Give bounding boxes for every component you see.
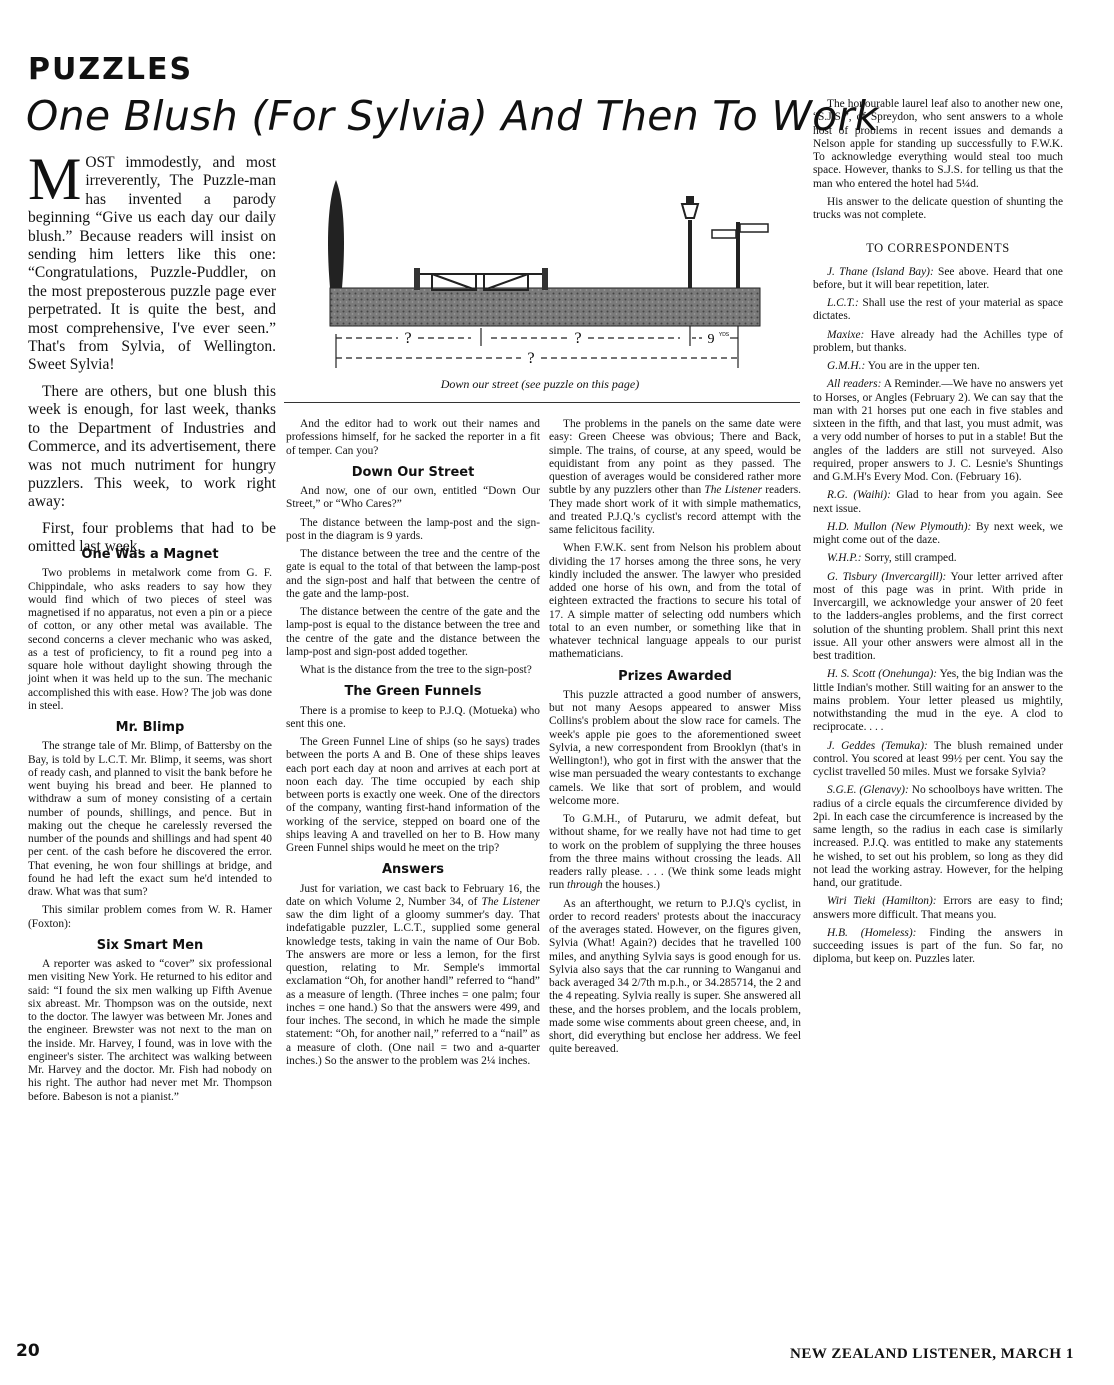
correspondent-reply: Yes, the big Indian was the little Indian's mother. Still waiting for an answer to the mains problem. Your letter pleased us mightily, notwithstanding the mud in the eye. A clod to reciprocate. . . .: [813, 668, 1063, 734]
correspondents-list: [813, 266, 1063, 967]
intro-text-1: OST immodestly, and most irreverently, The Puzzle-man has invented a parody beginning “Give us each day our daily blush.” Because readers will insist on sending him letters like this one: “Congratulations, Puzzle-Puddler, on the most preposterous puzzle page ever perpetrated. It is quite the best, and most comprehensive, I've ever seen.” That's from Sylvia, of Wellington. Sweet Sylvia!: [28, 154, 276, 374]
distance-label-2: ?: [574, 330, 582, 347]
correspondent-name: Wiri Tieki (Hamilton):: [827, 895, 937, 908]
intro-column: [28, 146, 276, 565]
sign-post-icon: [712, 222, 768, 288]
funnels-paragraph-1: There is a promise to keep to P.J.Q. (Motueka) who sent this one.: [286, 704, 540, 730]
six-men-paragraph: A reporter was asked to “cover” six professional men visiting New York. He returned to his editor and said: “I found the six men walking up Fifth Avenue six abreast. Mr. Thompson was on the outside, next to the doctor. The lawyer was between Mr. Jones and the engineer. Brewster was not next to the man on the inside. Mr. Harvey, I found, was in love with the engineer's sister. The architect was walking between Mr. Harvey and the doctor. Mr. Fish had nobody on his right. The author had never met Mr. Thompson before. Babeson is not a pianist.”: [28, 958, 272, 1103]
intro-paragraph-2: There are others, but one blush this week is enough, for last week, thanks to the Department of Industries and Commerce, and its advertisement, there was not much nutriment for hungry puzzlers. This week, to work right away:: [28, 382, 276, 511]
correspondent-item: [813, 927, 1063, 967]
correspondent-item: [813, 521, 1063, 548]
correspondent-reply: Finding the answers in succeeding issues is part of the fun. So far, no diploma, but keep on. Puzzles later.: [813, 926, 1063, 966]
street-paragraph-1: And now, one of our own, entitled “Down Our Street,” or “Who Cares?”: [286, 485, 540, 511]
answers-publication-title: The Listener: [481, 895, 540, 908]
street-ground: [330, 288, 760, 326]
gmh-paragraph: [549, 813, 801, 893]
column-4: [813, 98, 1063, 972]
gmh-text-b: the houses.): [602, 879, 660, 892]
intro-paragraph-3: First, four problems that had to be omitted last week.: [28, 519, 276, 556]
correspondent-reply: Sorry, still cramped.: [861, 552, 957, 565]
street-paragraph-4: The distance between the centre of the gate and the lamp-post is equal to the distance between the tree and the centre of the gate and the distance between the lamp-post and sign-post added together.: [286, 606, 540, 658]
laurel-paragraph: The honourable laurel leaf also to another new one, “S.J.S.”, of Spreydon, who sent answers to a whole host of problems in recent issues and demands a Nelson apple for standing up successfully to F.W.K. To acknowledge everything would steal too much space. However, thanks to S.J.S. for telling us that the man who entered the hotel had 5¼d.: [813, 98, 1063, 190]
page-headline: One Blush (For Sylvia) And Then To Work: [26, 92, 879, 140]
shunting-paragraph: His answer to the delicate question of shunting the trucks was not complete.: [813, 195, 1063, 221]
heading-six-smart-men: Six Smart Men: [96, 937, 204, 953]
heading-green-funnels: The Green Funnels: [344, 684, 482, 700]
editor-paragraph: And the editor had to work out their names and professions himself, for he sacked the reporter in a fit of temper. Can you?: [286, 418, 540, 457]
gmh-text-a: To G.M.H., of Putaruru, we admit defeat, but without shame, for we really have not had time to get to work on the problem of supplying the three houses from the three mains without crossing the leads. All readers rally please. . . . (We think some leads might run: [549, 813, 801, 892]
answers-text-a: Just for variation, we cast back to February 16, the date on which Volume 2, Number 34, of: [286, 882, 540, 908]
correspondent-name: H.D. Mullon (New Plymouth):: [827, 520, 972, 533]
heading-to-correspondents: TO CORRESPONDENTS: [866, 241, 1010, 256]
correspondent-reply: Errors are easy to find; answers more difficult. That means you.: [813, 895, 1063, 921]
correspondent-reply: No schoolboys have written. The radius of a circle equals the circumference divided by 2pi. In each case the circumference is increased by the same length, so the radius in each case is similarly increased. P.J.Q. was entitled to make any statements he wished, to set out his problem, so long as they did not lead the working astray. However, for the helping hand, our gratitude.: [813, 784, 1063, 889]
correspondent-name: H. S. Scott (Onehunga):: [827, 668, 938, 681]
correspondent-name: H.B. (Homeless):: [827, 926, 917, 939]
correspondent-name: G.M.H.:: [827, 360, 866, 372]
correspondent-item: [813, 571, 1063, 664]
correspondent-item: [813, 378, 1063, 484]
correspondent-name: R.G. (Waihi):: [827, 489, 891, 502]
gate-icon: [414, 268, 548, 290]
correspondent-item: [813, 895, 1063, 922]
correspondent-item: [813, 329, 1063, 356]
section-label: PUZZLES: [28, 52, 194, 87]
magnet-paragraph: Two problems in metalwork come from G. F. Chippindale, who asks readers to say how they would find which of two pieces of steel was magnetised if no apparatus, not even a pin or a piece of cotton, or any other metal was available. The second concerns a clever mechanic who was asked, as a test of proficiency, to fit a round peg into a square hole without daylight showing through the joint when it was held up to the sun. The mechanic accomplished this with ease. How? The job was done in steel.: [28, 567, 272, 712]
correspondent-name: L.C.T.:: [827, 297, 859, 309]
lamp-post-icon: [682, 196, 698, 288]
street-paragraph-5: What is the distance from the tree to the sign-post?: [300, 664, 532, 676]
correspondent-item: [813, 784, 1063, 890]
column-3: [549, 418, 801, 1062]
prizes-paragraph: This puzzle attracted a good number of answers, but not many Aesops appeared to answer Miss Collins's problem about the slow race for camels. The week's apple pie goes to the aforementioned sweet Sylvia, a new correspondent from Brooklyn (that's in Wellington!), who got in first with the answer that the wise man persuaded the weary contestants to exchange camels. We like that sort of problem, and would welcome more.: [549, 688, 801, 807]
correspondent-reply: Shall use the rest of your material as space dictates.: [813, 297, 1063, 323]
correspondent-item: [813, 266, 1063, 293]
street-paragraph-2: The distance between the lamp-post and the sign-post in the diagram is 9 yards.: [286, 516, 540, 542]
distance-label-yards: 9: [707, 332, 715, 347]
correspondent-item: [813, 297, 1063, 324]
heading-answers: Answers: [381, 862, 445, 878]
distance-label-3: ?: [527, 350, 535, 367]
tree-icon: [328, 180, 344, 288]
correspondent-reply: Your letter arrived after most of this page was in print. With pride in Invercargill, we acknowledge your answer of 20 feet to the ladders-angles problems, and the first correct solution of the shunting problem. Shall print this next issue. All your other answers were almost all in the best tradition.: [813, 570, 1063, 662]
heading-down-our-street: Down Our Street: [351, 464, 475, 480]
problems-text-b: readers. They made short work of it with simple mathematics, and treated P.J.Q.'s cyclist's record attempt with the same felicitous facility.: [549, 484, 801, 536]
correspondent-name: Maxixe:: [827, 328, 865, 341]
gmh-through: through: [567, 879, 603, 892]
correspondent-reply: The blush remained under control. You scored at least 99½ per cent. You say the cyclist travelled 50 miles. Must we forsake Sylvia?: [813, 739, 1064, 778]
correspondent-item: [813, 489, 1063, 516]
street-paragraph-3: The distance between the tree and the centre of the gate is equal to the total of that between the lamp-post and the sign-post and half that between the centre of the gate and the lamp-post.: [286, 548, 540, 600]
heading-prizes-awarded: Prizes Awarded: [618, 668, 732, 684]
diagram-caption: Down our street (see puzzle on this page): [440, 377, 640, 391]
intro-paragraph-1: [28, 146, 276, 375]
street-diagram: [306, 160, 776, 375]
correspondent-item: [813, 668, 1063, 734]
blimp-paragraph: The strange tale of Mr. Blimp, of Battersby on the Bay, is told by L.C.T. Mr. Blimp, it seems, was short of ready cash, and planned to visit the bank before he went buying his bread and beer. He planned to withdraw a sum of money consisting of a certain number of pounds, shillings, and pence. But in making out the cheque he carelessly reversed the number of the pounds and shillings and had spent 40 per cent. of the cash before he discovered the error. That evening, he won four shillings at bridge, and found he had left the exact sum he'd intended to draw. What was that sum?: [28, 740, 272, 898]
column-2: [286, 418, 540, 1073]
correspondent-name: J. Geddes (Temuka):: [827, 739, 928, 752]
problems-publication-title: The Listener: [704, 484, 763, 497]
correspondent-item: [813, 552, 1063, 565]
page-number: 20: [16, 1341, 40, 1361]
heading-one-was-a-magnet: One Was a Magnet: [81, 547, 219, 562]
problems-paragraph: [549, 418, 801, 537]
correspondent-reply: You are in the upper ten.: [865, 360, 980, 372]
horses-paragraph: When F.W.K. sent from Nelson his problem about dividing the 17 horses among the three sons, he very kindly included the answer. The lawyer who presided added one horse of his own, and from the total of eighteen extracted the fractions to secure his total of 17. A simple matter of selecting odd numbers which total to an even number, or something like that in whatever technical language appeals to our purist mathematicians.: [549, 542, 801, 661]
correspondent-reply: A Reminder.—We have no answers yet to Horses, or Angles (February 2). We can say that the man with 21 horses put one each in five stables and sixteen in the fifth, and that last, you must admit, was a very odd number of horses to put in a stable! But the angles of the ladders are still not surveyed. Also required, proper answers to J. C. Lesnie's Shuntings and G.M.H's Every Mod. Con. (February 16).: [813, 378, 1063, 483]
correspondent-name: S.G.E. (Glenavy):: [827, 784, 909, 797]
correspondent-reply: Have already had the Achilles type of problem, but thanks.: [813, 328, 1063, 354]
afterthought-paragraph: As an afterthought, we return to P.J.Q's cyclist, in order to record readers' protests about the inaccuracy of the averages stated. However, on the figures given, Sylvia (What! Again?) decides that he travelled 100 miles, and anything Sylvia says is good enough for us. Sylvia also says that the car running to Wanganui and back averaged 34 2/7th m.p.h., or 34.285714, the 2 and the 4 repeating. Sylvia really is super. She answered all these, and the horses problem, and the locals problem, made some wise comments about green cheese, and, in short, did everything but enclose her address. We feel quite bereaved.: [549, 897, 801, 1056]
correspondent-name: G. Tisbury (Invercargill):: [827, 570, 947, 583]
drop-cap: M: [28, 146, 82, 212]
correspondent-name: W.H.P.:: [827, 552, 862, 565]
correspondent-reply: By next week, we might come out of the daze.: [813, 520, 1063, 546]
correspondent-reply: Glad to hear from you again. See next issue.: [813, 489, 1063, 515]
correspondent-name: All readers:: [827, 378, 882, 391]
answers-text-b: saw the dim light of a gloomy summer's day. That indefatigable puzzler, L.C.T., supplied some general knowledge tests, taking in vain the name of Our Bob. The answers are more or less a lemon, for the first question, relating to Mr. Semple's immortal exclamation “Oh, for another handl” referred to “hand” as a measure of length. (Three inches = one palm; four inches = one hand.) So that the answers were 499, and four inches. The second, in which he made the simple statement: “Oh, for another nail,” referred to a “nail” as a measure of cloth. (One nail = two and a-quarter inches.) So the answer to the problem was 2¼ inches.: [286, 909, 540, 1067]
correspondent-name: J. Thane (Island Bay):: [827, 265, 934, 278]
distance-label-1: ?: [404, 330, 412, 347]
answers-paragraph: [286, 883, 540, 1069]
heading-mr-blimp: Mr. Blimp: [115, 720, 185, 735]
column-1: [28, 540, 272, 1109]
divider: [284, 402, 800, 403]
yards-unit-label: YDS: [718, 332, 730, 338]
correspondent-item: [813, 740, 1063, 780]
problems-text-a: The problems in the panels on the same date were easy: Green Cheese was obvious; There and Back, simple. The trains, of course, at any speed, would be equidistant from any point as they passed. The question of averages would be considered rather more subtle by any puzzlers other than: [549, 418, 801, 497]
publication-footer: NEW ZEALAND LISTENER, MARCH 1: [790, 1346, 1074, 1362]
correspondent-item: [813, 360, 1063, 373]
correspondent-reply: See above. Heard that one before, but it will bear repetition, later.: [813, 265, 1063, 291]
distance-lines: [336, 326, 738, 368]
funnels-paragraph-2: The Green Funnel Line of ships (so he says) trades between the ports A and B. One of these ships leaves each port each day at noon and arrives at each port at noon each day. The time occupied by each ship between ports is exactly one week. One of the directors of the company, wanting first-hand information of the working of the service, stepped on board one of the ships leaving A and travelled on her to B. How many Green Funnel ships would he meet on the trip?: [286, 736, 540, 854]
blimp-paragraph-2: This similar problem comes from W. R. Hamer (Foxton):: [28, 904, 272, 930]
